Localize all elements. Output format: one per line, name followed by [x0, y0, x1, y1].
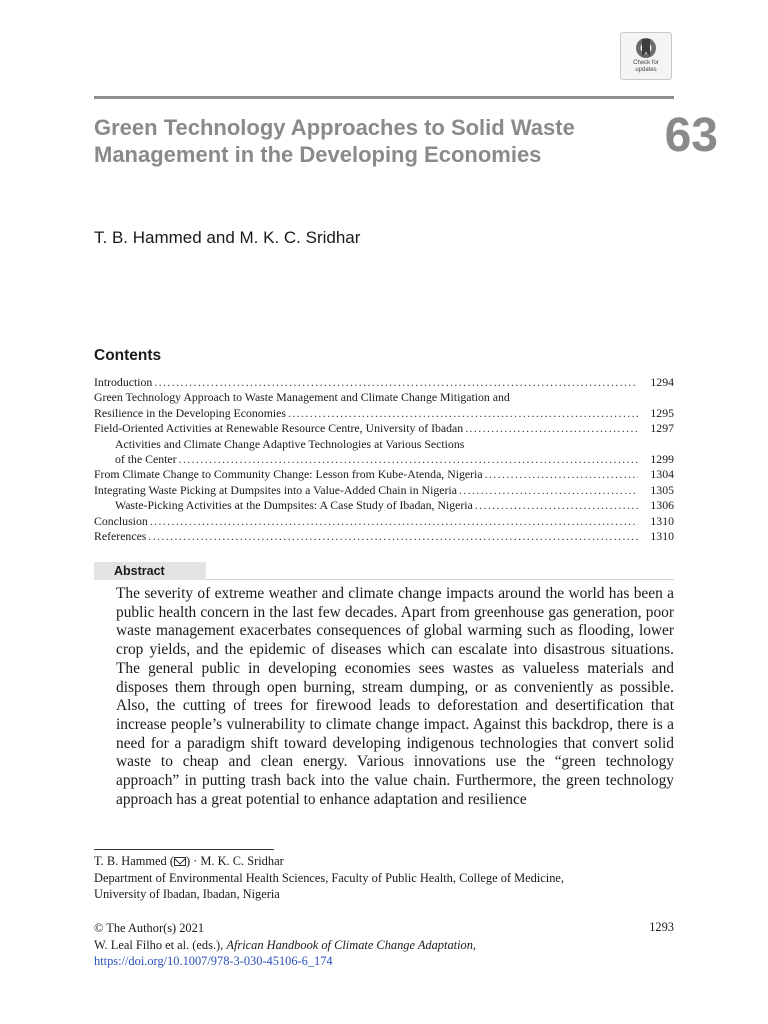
toc-entry-title: Introduction — [94, 375, 153, 389]
toc-entry-title: of the Center — [115, 452, 177, 467]
check-for-updates-badge[interactable] — [620, 32, 672, 80]
toc-entry-page: 1310 — [650, 529, 674, 544]
toc-entry-page: 1304 — [650, 467, 674, 482]
footnote-affiliation-line2: University of Ibadan, Ibadan, Nigeria — [94, 887, 280, 901]
toc-leader-dots — [150, 514, 638, 529]
toc-entry-title: Waste-Picking Activities at the Dumpsites: A Case Study of Ibadan, Nigeria — [115, 498, 473, 513]
toc-entry-title: Field-Oriented Activities at Renewable Resource Centre, University of Ibadan — [94, 421, 464, 436]
top-rule — [94, 96, 674, 99]
bookmark-icon — [633, 36, 659, 60]
abstract-rule — [206, 579, 674, 580]
toc-entry-title: References — [94, 529, 147, 544]
toc-leader-dots — [179, 452, 638, 467]
toc-entry-title-line[interactable]: Green Technology Approach to Waste Management and Climate Change Mitigation and — [94, 390, 510, 405]
toc-leader-dots — [459, 483, 638, 498]
toc-leader-dots — [148, 529, 638, 544]
toc-subentry[interactable] — [94, 498, 674, 513]
envelope-icon[interactable] — [174, 857, 186, 866]
toc-entry[interactable] — [94, 467, 674, 482]
toc-subentry-title-line[interactable]: Activities and Climate Change Adaptive Technologies at Various Sections — [115, 436, 465, 451]
toc-entry[interactable] — [94, 483, 674, 498]
toc-entry[interactable] — [94, 375, 674, 390]
abstract-label: Abstract — [94, 562, 206, 580]
copyright-line: © The Author(s) 2021 — [94, 921, 205, 935]
citation-comma: , — [472, 937, 477, 952]
contents-heading: Contents — [94, 347, 162, 364]
toc-entry[interactable] — [94, 529, 674, 544]
toc-entry[interactable] — [94, 421, 674, 436]
doi-link[interactable]: https://doi.org/10.1007/978-3-030-45106-6_174 — [94, 954, 333, 968]
toc-entry-page: 1294 — [650, 375, 674, 389]
table-of-contents — [94, 375, 674, 544]
badge-text-line1: Check for — [633, 60, 659, 66]
badge-text-line2: updates — [635, 66, 657, 73]
toc-leader-dots — [475, 498, 638, 513]
toc-entry-page: 1295 — [650, 405, 674, 420]
toc-entry-page: 1299 — [650, 452, 674, 467]
chapter-title: Green Technology Approaches to Solid Waste Management in the Developing Economies — [94, 115, 575, 167]
toc-entry-page: 1305 — [650, 482, 674, 497]
authors: T. B. Hammed and M. K. C. Sridhar — [94, 228, 361, 247]
footnote-affiliation-line1: Department of Environmental Health Sciences, Faculty of Public Health, College of Medicine, — [94, 870, 565, 885]
toc-entry[interactable] — [94, 406, 674, 421]
author-footnote — [94, 853, 674, 903]
abstract-body: The severity of extreme weather and climate change impacts around the world has been a public health concern in the last few decades. Apart from greenhouse gas generation, poor waste management exacerbates consequences of global warming such as flooding, lower crop yields, and the epidemic of diseases which can escalate into disastrous situations. The general public in developing economies sees wastes as valueless materials and disposes them through open burning, stream dumping, or as conveniently as possible. Also, the cutting of trees for firewood leads to deforestation and desertification that increase people’s vulnerability to climate change impact. Against this backdrop, there is a need for a paradigm shift toward developing indigenous technologies that convert solid waste to cheap and clean energy. Various innovations use the “green technology approach” in putting trash back into the value chain. Furthermore, the green technology approach has a great potential to enhance adaptation and resilience — [116, 585, 674, 808]
footnote-authors-line — [94, 853, 674, 870]
citation-editors: W. Leal Filho et al. (eds.), — [94, 937, 227, 952]
toc-entry-title: Conclusion — [94, 513, 148, 528]
toc-leader-dots — [465, 421, 638, 436]
citation-line — [94, 937, 674, 954]
toc-leader-dots — [154, 375, 638, 390]
copyright-block — [94, 920, 674, 970]
toc-entry-title: Integrating Waste Picking at Dumpsites into a Value-Added Chain in Nigeria — [94, 482, 457, 497]
footnote-author2: ) · M. K. C. Sridhar — [185, 854, 284, 868]
toc-entry-page: 1306 — [650, 498, 674, 513]
toc-entry[interactable] — [94, 514, 674, 529]
toc-entry-title: Resilience in the Developing Economies — [94, 405, 286, 420]
toc-entry-page: 1297 — [650, 421, 674, 436]
toc-entry-page: 1310 — [650, 513, 674, 528]
footnote-rule — [94, 849, 274, 850]
toc-subentry[interactable] — [94, 452, 674, 467]
toc-leader-dots — [288, 406, 638, 421]
page-number: 1293 — [649, 920, 674, 934]
toc-leader-dots — [485, 467, 638, 482]
footnote-author1: T. B. Hammed ( — [94, 854, 174, 868]
toc-entry-title: From Climate Change to Community Change: Lesson from Kube-Atenda, Nigeria — [94, 467, 483, 482]
chapter-number: 63 — [664, 109, 718, 162]
book-title: African Handbook of Climate Change Adaptation — [226, 937, 473, 952]
